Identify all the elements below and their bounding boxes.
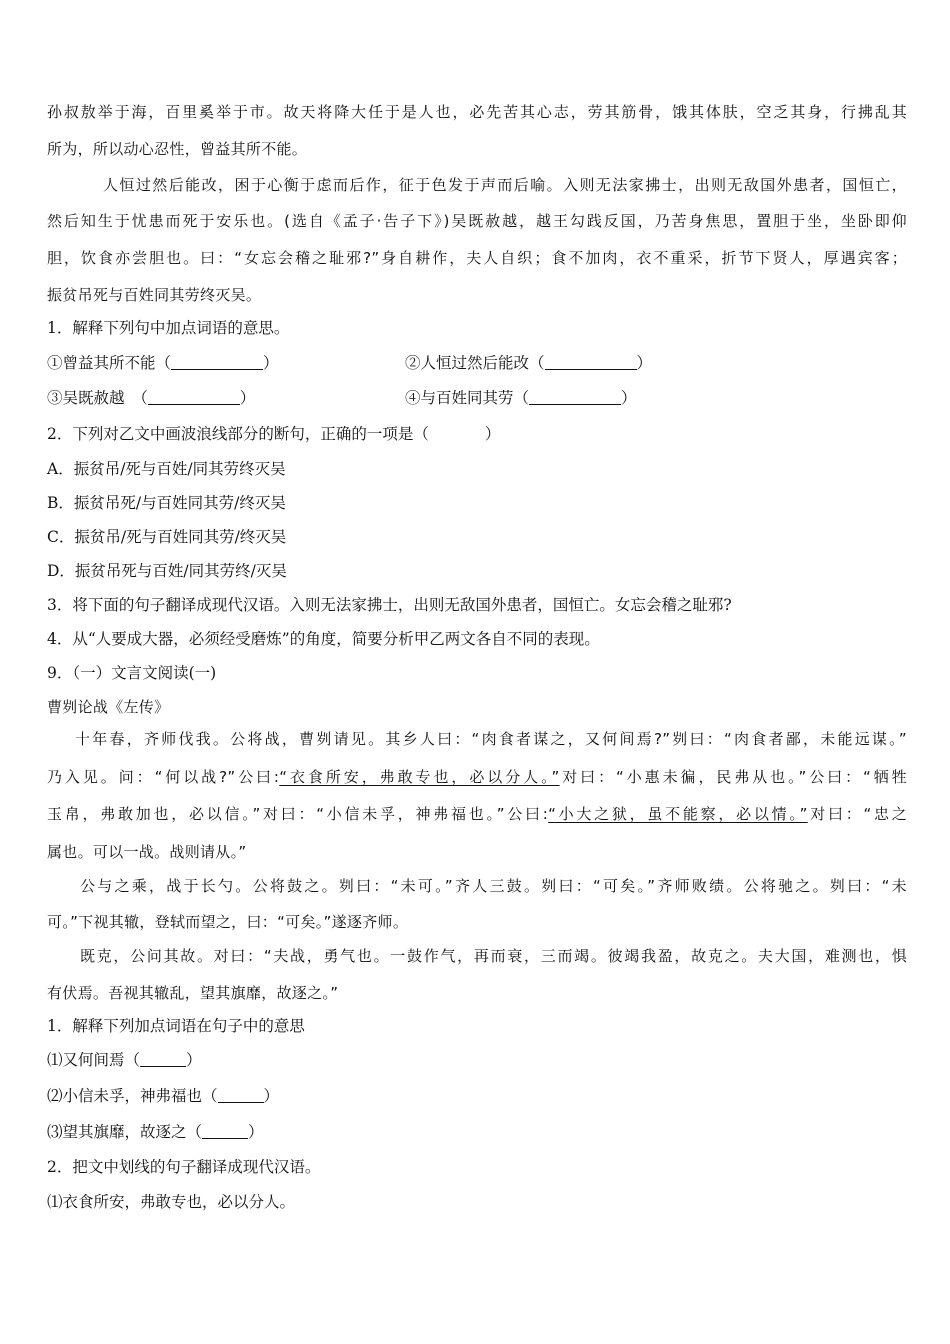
text-run: 玉帛，弗敢加也，必以信。”对曰：“小信未孚，神弗福也。”公曰: xyxy=(47,805,549,823)
passage-line: 既克，公问其故。对曰：“夫战，勇气也。一鼓作气，再而衰，三而竭。彼竭我盈，故克之。夫大国，难测也，惧 xyxy=(80,947,907,965)
text-run: 对曰：“忠之 xyxy=(807,805,908,823)
question-1-row-1 xyxy=(47,353,907,373)
answer-blank[interactable] xyxy=(218,1087,264,1103)
passage-line: 十年春，齐师伐我。公将战，曹刿请见。其乡人曰：“肉食者谋之，又何间焉?”刿曰：“肉食者鄙，未能远谋。” xyxy=(75,730,907,748)
answer-blank[interactable] xyxy=(171,354,263,370)
passage-title: 曹刿论战《左传》 xyxy=(47,698,170,716)
question-1-item-4 xyxy=(405,388,637,408)
sub-question-1-item-1 xyxy=(47,1050,907,1070)
close-paren: ） xyxy=(621,389,637,407)
sub-question-1-stem: 1．解释下列加点词语在句子中的意思 xyxy=(47,1017,305,1035)
question-2-stem xyxy=(47,424,907,444)
stem-text: 2．下列对乙文中画波浪线部分的断句，正确的一项是（ xyxy=(47,425,429,443)
answer-blank[interactable] xyxy=(202,1123,248,1139)
option-c[interactable]: C．振贫吊/死与百姓同其劳/终灭吴 xyxy=(47,528,287,546)
underlined-sentence-2: “小大之狱，虽不能察，必以情。” xyxy=(548,805,808,823)
question-4: 4．从“人要成大器，必须经受磨炼”的角度，简要分析甲乙两文各自不同的表现。 xyxy=(47,630,600,648)
close-paren: ） xyxy=(263,1087,280,1105)
section-9-heading: 9．（一）文言文阅读(一) xyxy=(47,664,217,682)
close-paren: ） xyxy=(239,389,256,407)
passage-line: 公与之乘，战于长勺。公将鼓之。刿曰：“未可。”齐人三鼓。刿曰：“可矣。”齐师败绩。公将驰之。刿曰：“未 xyxy=(80,877,907,895)
sub-question-2-item-1: ⑴衣食所安，弗敢专也，必以分人。 xyxy=(47,1193,296,1211)
passage-line: 有伏焉。吾视其辙乱，望其旗靡，故逐之。” xyxy=(47,984,339,1002)
sub-question-1-item-2 xyxy=(47,1086,907,1106)
close-paren: ） xyxy=(186,1051,202,1069)
item-text: ⑶望其旗靡，故逐之（ xyxy=(47,1123,203,1141)
item-text: ④与百姓同其劳（ xyxy=(405,389,530,407)
answer-blank[interactable] xyxy=(140,1051,186,1067)
question-1-stem: 1．解释下列句中加点词语的意思。 xyxy=(47,319,290,337)
passage-line: 然后知生于忧患而死于安乐也。(选自《孟子·告子下》)吴既赦越，越王勾践反国，乃苦身焦思，置胆于坐，坐卧即仰 xyxy=(47,212,907,230)
passage-line: 所为，所以动心忍性，曾益其所不能。 xyxy=(47,140,308,158)
item-text: ②人恒过然后能改（ xyxy=(405,354,545,372)
underlined-sentence-1: “衣食所安，弗敢专也，必以分人。” xyxy=(279,768,560,786)
close-paren: ） xyxy=(484,425,501,443)
sub-question-1-item-3 xyxy=(47,1122,907,1142)
passage-line xyxy=(47,767,907,787)
close-paren: ） xyxy=(636,354,653,372)
text-run: 对曰：“小惠未徧，民弗从也。”公曰：“牺牲 xyxy=(559,768,907,786)
question-1-item-2 xyxy=(405,353,652,373)
close-paren: ） xyxy=(263,354,279,372)
text-run: 乃入见。问：“何以战?”公曰: xyxy=(47,768,280,786)
answer-blank[interactable] xyxy=(529,389,621,405)
item-text: ③吴既赦越 （ xyxy=(47,389,148,407)
sub-question-2-stem: 2．把文中划线的句子翻译成现代汉语。 xyxy=(47,1158,321,1176)
item-text: ⑴又何间焉（ xyxy=(47,1051,141,1069)
item-text: ⑵小信未孚，神弗福也（ xyxy=(47,1087,218,1105)
question-1-row-2 xyxy=(47,388,907,408)
passage-line: 可。”下视其辙，登轼而望之，曰：“可矣。”遂逐齐师。 xyxy=(47,913,409,931)
option-d[interactable]: D．振贫吊死与百姓/同其劳终/灭吴 xyxy=(47,562,287,580)
answer-blank[interactable] xyxy=(545,354,637,370)
question-3: 3．将下面的句子翻译成现代汉语。入则无法家拂士，出则无敌国外患者，国恒亡。女忘会稽之耻邪? xyxy=(47,596,732,614)
passage-line: 人恒过然后能改，困于心衡于虑而后作，征于色发于声而后喻。入则无法家拂士，出则无敌国外患者，国恒亡， xyxy=(103,176,907,194)
wavy-underlined-sentence: 振贫吊死与百姓同其劳终灭吴。 xyxy=(47,286,262,304)
close-paren: ） xyxy=(248,1123,264,1141)
option-a[interactable]: A．振贫吊/死与百姓/同其劳终灭吴 xyxy=(47,460,286,478)
passage-line: 属也。可以一战。战则请从。” xyxy=(47,843,247,861)
passage-line xyxy=(47,804,907,824)
option-b[interactable]: B．振贫吊死/与百姓同其劳/终灭吴 xyxy=(47,494,286,512)
answer-blank[interactable] xyxy=(148,389,240,405)
item-text: ①曾益其所不能（ xyxy=(47,354,172,372)
passage-line: 胆，饮食亦尝胆也。曰：“女忘会稽之耻邪?”身自耕作，夫人自织；食不加肉，衣不重采，折节下贤人，厚遇宾客； xyxy=(47,249,907,267)
passage-line: 孙叔敖举于海，百里奚举于市。故天将降大任于是人也，必先苦其心志，劳其筋骨，饿其体肤，空乏其身，行拂乱其 xyxy=(47,103,907,121)
